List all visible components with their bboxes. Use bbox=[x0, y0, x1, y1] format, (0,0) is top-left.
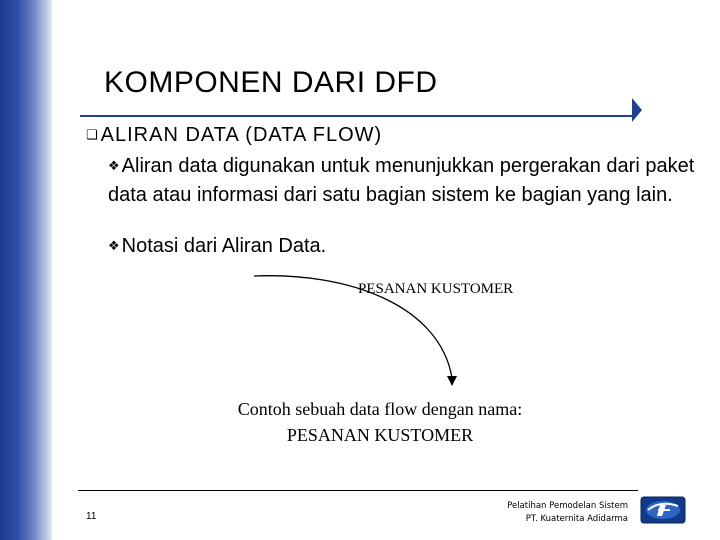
heading-bullet bbox=[86, 124, 382, 147]
arrowhead-icon bbox=[447, 376, 457, 386]
bullet-text: Aliran data digunakan untuk menunjukkan pergerakan dari paket data atau informasi dari satu bagian sistem ke bagian yang lain. bbox=[108, 155, 695, 206]
diamond-bullet-icon: ❖ bbox=[108, 239, 120, 254]
footer-divider bbox=[78, 490, 638, 491]
flow-label: PESANAN KUSTOMER bbox=[358, 281, 514, 297]
caption-line: PESANAN KUSTOMER bbox=[286, 425, 474, 445]
footer-line-2: PT. Kuaternita Adidarma bbox=[525, 514, 628, 524]
diamond-bullet-icon: ❖ bbox=[108, 159, 120, 174]
heading-text: ALIRAN DATA (DATA FLOW) bbox=[100, 124, 383, 146]
square-bullet-icon: ❏ bbox=[86, 128, 99, 143]
bullet-item bbox=[108, 153, 698, 208]
footer-line-1: Pelatihan Pemodelan Sistem bbox=[507, 501, 628, 511]
caption-line: Contoh sebuah data flow dengan nama: bbox=[237, 399, 523, 419]
company-logo-icon bbox=[640, 496, 686, 524]
slide-title: KOMPONEN DARI DFD bbox=[104, 66, 438, 99]
bullet-item bbox=[108, 233, 326, 262]
diagram-caption bbox=[150, 396, 610, 448]
page-number: 11 bbox=[86, 511, 97, 522]
arrow-tip-icon bbox=[632, 98, 642, 122]
bullet-text: Notasi dari Aliran Data. bbox=[121, 235, 327, 257]
left-decorative-bar bbox=[0, 0, 52, 540]
footer-credit bbox=[507, 500, 628, 526]
